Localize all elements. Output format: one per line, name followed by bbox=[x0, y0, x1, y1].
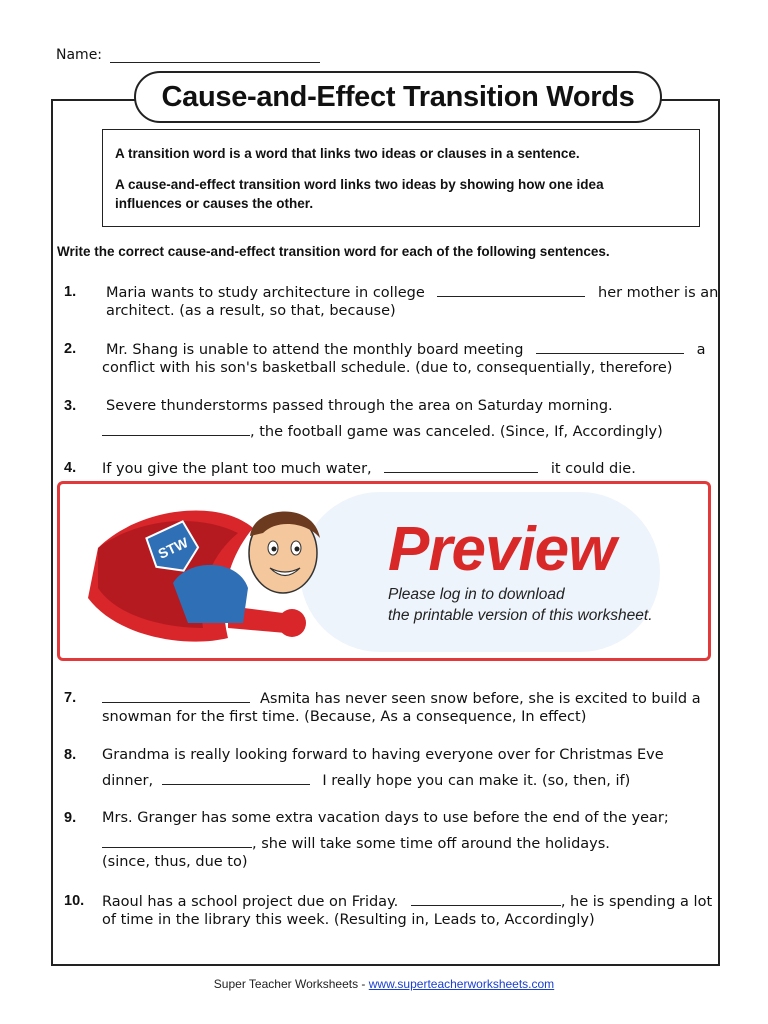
question-options bbox=[102, 771, 630, 791]
question-options: conflict with his son's basketball schedule. (due to, consequentially, therefore) bbox=[102, 360, 673, 376]
question-text-part: dinner, bbox=[102, 773, 154, 789]
preview-title: Preview bbox=[388, 515, 616, 584]
answer-blank[interactable] bbox=[102, 834, 252, 848]
page-title: Cause-and-Effect Transition Words bbox=[134, 71, 662, 123]
preview-message-line-2: the printable version of this worksheet. bbox=[388, 607, 653, 624]
question-text bbox=[102, 689, 701, 709]
answer-blank[interactable] bbox=[102, 689, 250, 703]
footer-link[interactable]: www.superteacherworksheets.com bbox=[368, 977, 555, 991]
question-number: 8. bbox=[64, 747, 77, 763]
question-text-part: , he is spending a lot bbox=[560, 894, 713, 910]
answer-blank[interactable] bbox=[162, 771, 310, 785]
question-text-part: , she will take some time off around the holidays. bbox=[252, 836, 610, 852]
question-text: Grandma is really looking forward to having everyone over for Christmas Eve bbox=[102, 747, 664, 763]
preview-message bbox=[388, 584, 653, 626]
question-number: 2. bbox=[64, 341, 77, 357]
question-text: Severe thunderstorms passed through the area on Saturday morning. bbox=[106, 398, 613, 414]
definition-1: A transition word is a word that links two ideas or clauses in a sentence. bbox=[115, 146, 580, 161]
question-options: of time in the library this week. (Resulting in, Leads to, Accordingly) bbox=[102, 912, 595, 928]
question-text: Mrs. Granger has some extra vacation days to use before the end of the year; bbox=[102, 810, 669, 826]
question-number: 10. bbox=[64, 893, 85, 909]
footer-text: Super Teacher Worksheets - bbox=[213, 977, 369, 991]
question-text-part: her mother is an bbox=[598, 285, 719, 301]
name-blank[interactable] bbox=[110, 48, 320, 63]
question-text bbox=[102, 459, 636, 479]
question-text-part: it could die. bbox=[550, 461, 636, 477]
question-text-part: Asmita has never seen snow before, she is excited to build a bbox=[260, 691, 701, 707]
preview-banner[interactable] bbox=[57, 481, 711, 661]
definition-2 bbox=[115, 175, 687, 213]
question-text-part: Maria wants to study architecture in college bbox=[106, 285, 425, 301]
question-text bbox=[102, 892, 712, 912]
answer-blank[interactable] bbox=[384, 459, 538, 473]
question-text-part: , the football game was canceled. (Since, If, Accordingly) bbox=[250, 424, 663, 440]
answer-blank[interactable] bbox=[411, 892, 561, 906]
preview-message-line-1: Please log in to download bbox=[388, 586, 565, 603]
question-number: 1. bbox=[64, 284, 77, 300]
question-options: architect. (as a result, so that, because) bbox=[106, 303, 396, 319]
definition-2-line-1: A cause-and-effect transition word links two ideas by showing how one idea bbox=[115, 177, 604, 192]
answer-blank[interactable] bbox=[102, 422, 250, 436]
question-number: 3. bbox=[64, 398, 77, 414]
question-text-part: Mr. Shang is unable to attend the monthly board meeting bbox=[106, 342, 524, 358]
question-text-part: If you give the plant too much water, bbox=[102, 461, 372, 477]
question-text-line-2 bbox=[102, 834, 610, 854]
question-text-part: Raoul has a school project due on Friday. bbox=[102, 894, 399, 910]
footer bbox=[0, 977, 768, 991]
question-number: 7. bbox=[64, 690, 77, 706]
question-options bbox=[102, 422, 663, 442]
question-text-part: I really hope you can make it. (so, then, if) bbox=[322, 773, 631, 789]
instructions: Write the correct cause-and-effect transition word for each of the following sentences. bbox=[57, 244, 610, 259]
name-label: Name: bbox=[56, 47, 103, 63]
question-text-part: a bbox=[696, 342, 706, 358]
answer-blank[interactable] bbox=[437, 283, 585, 297]
superhero-mascot-icon bbox=[78, 488, 338, 658]
answer-blank[interactable] bbox=[536, 340, 684, 354]
question-text bbox=[106, 340, 706, 360]
question-options: snowman for the first time. (Because, As a consequence, In effect) bbox=[102, 709, 587, 725]
definition-2-line-2: influences or causes the other. bbox=[115, 196, 314, 211]
name-field bbox=[56, 47, 320, 63]
badge-label: STW bbox=[155, 534, 191, 562]
question-text bbox=[106, 283, 718, 303]
question-number: 9. bbox=[64, 810, 77, 826]
question-number: 4. bbox=[64, 460, 77, 476]
question-options: (since, thus, due to) bbox=[102, 854, 248, 870]
definition-box bbox=[102, 129, 700, 227]
